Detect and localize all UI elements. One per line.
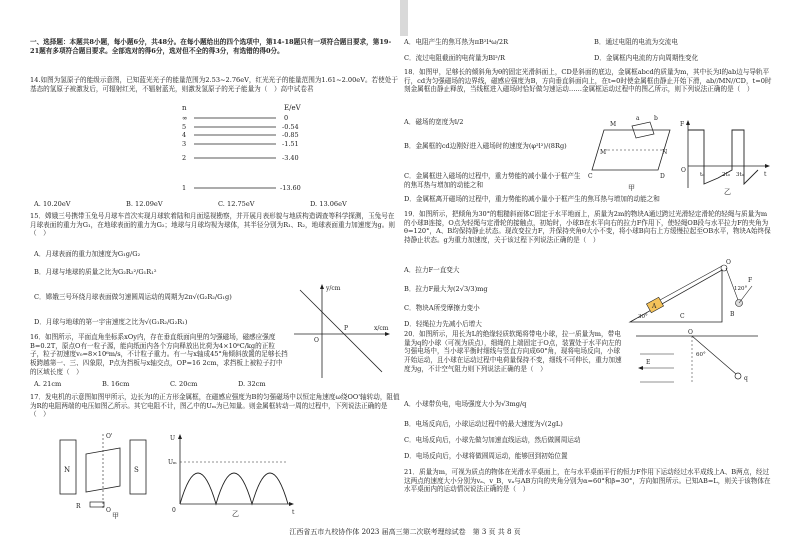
svg-text:乙: 乙 xyxy=(724,188,731,196)
q18-option-c[interactable]: C．金属框进入磁场的过程中，重力势能的减小量小于框产生的焦耳热与增加的动能之和 xyxy=(404,172,581,189)
q20-stem: 20．如图所示，用长为L的绝缘轻质软绳将带电小球，拉一质量为m，带电量为q的小球（可视为质点），细绳的上端固定于O点，装置处于水平向左的匀强电场中，当小球平衡时细线与竖直方向成60°角，现将电场反向，小球开始运动，且小球在运动过程中电荷量保持不变，细线不可伸长，重力加速度为g，不计空气阻力则下列说法正确的是（ ） xyxy=(404,330,622,373)
q20-option-b[interactable]: B．电场反向后，小球运动过程中的最大速度为√(2gL) xyxy=(404,420,563,428)
q17-option-a[interactable]: A．电阻产生的焦耳热为πB²l⁴ω/2R xyxy=(404,38,509,46)
q16-figure xyxy=(292,282,392,382)
svg-text:y/cm: y/cm xyxy=(326,285,341,292)
q20-pendulum-figure xyxy=(632,330,762,398)
q18-option-d[interactable]: D．金属框离开磁场的过程中，重力势能的减小量小于框产生的焦耳热与增加的动能之和 xyxy=(404,195,660,203)
svg-text:2: 2 xyxy=(182,154,187,162)
level-4 xyxy=(182,131,299,139)
svg-text:C: C xyxy=(588,173,593,180)
svg-text:U: U xyxy=(170,435,176,442)
svg-text:q: q xyxy=(744,375,748,382)
svg-text:O: O xyxy=(726,259,731,266)
q18-option-a[interactable]: A．磁场的宽度为l/2 xyxy=(404,118,464,126)
voltage-curve xyxy=(180,473,288,504)
svg-text:N: N xyxy=(662,149,668,156)
svg-text:-0.54: -0.54 xyxy=(282,123,299,131)
q20-option-d[interactable]: D．电场反向后，小球将做圆周运动，能够回到初始位置 xyxy=(404,452,568,460)
svg-text:D: D xyxy=(660,173,665,180)
q15-option-b[interactable]: B．月球与地球的质量之比为G₂R₂²/G₁R₁² xyxy=(34,268,157,276)
svg-text:甲: 甲 xyxy=(628,184,635,192)
svg-text:M': M' xyxy=(600,149,608,156)
q17-voltage-graph xyxy=(168,432,298,518)
svg-text:M: M xyxy=(610,121,617,128)
q21-stem: 21．质量为m，可视为质点的物体在光滑水平桌面上，在与水平桌面平行的恒力F作用下运动经过水平成线上A、B两点，经过这两点的速度大小分别为vₐ、v_B，vₐ与AB方向的夹角分别为α=60°和β=30°，方向如图所示。已知AB=L，则关于该物体在水平桌面内的运动情况说法正确的是（ ） xyxy=(404,468,771,494)
svg-text:F: F xyxy=(748,277,753,284)
svg-text:-1.51: -1.51 xyxy=(282,140,299,148)
svg-text:b: b xyxy=(654,115,658,122)
q18-force-graph xyxy=(678,118,772,196)
level-1 xyxy=(182,184,301,192)
svg-text:O: O xyxy=(688,329,693,336)
q17-stem: 17．发电机的示意图如图甲所示，边长为l的正方形金属框，在磁感应强度为B的匀强磁场中以恒定角速度ω绕OO'轴转动，阻值为R的电阻两端的电压如图乙所示。其它电阻不计，图乙中的Uₘ为已知量。则金属框转动一周的过程中，下列说法正确的是（ ） xyxy=(30,393,400,419)
svg-text:E: E xyxy=(646,359,651,366)
svg-text:3t₀: 3t₀ xyxy=(736,172,744,178)
svg-text:N: N xyxy=(64,466,71,474)
svg-text:30°: 30° xyxy=(638,314,648,320)
q16-option-b[interactable]: B. 16cm xyxy=(102,380,130,388)
q19-option-c[interactable]: C．物块A所受摩擦力变小 xyxy=(404,304,480,312)
svg-text:-3.40: -3.40 xyxy=(282,154,299,162)
q15-option-c[interactable]: C．嫦娥三号环绕月球表面做匀速圆周运动的周期为2π√(G₂R₂/G₁g) xyxy=(34,293,232,301)
level-2 xyxy=(182,154,299,162)
q14-stem: 14.如图为氢原子的能级示意图，已知蓝光光子的能量范围为2.53~2.76eV，红光光子的能量范围为1.61~2.00eV。若使处于基态的氢原子被激发后，可辐射红光，不辐射蓝光，则激发氢原子的光子能量为（ ）高中试卷君 xyxy=(30,76,398,93)
q16-option-a[interactable]: A. 21cm xyxy=(34,380,62,388)
q19-slope-figure xyxy=(626,256,756,328)
q18-incline-figure xyxy=(588,110,674,196)
q14-option-d[interactable]: D. 13.06eV xyxy=(310,200,347,208)
q17-option-c[interactable]: C．流过电阻截面的电荷量为Bl²/R xyxy=(404,54,505,62)
svg-text:乙: 乙 xyxy=(232,510,239,518)
energy-level-diagram xyxy=(180,104,330,214)
svg-text:O: O xyxy=(314,337,319,344)
q19-option-d[interactable]: D．轻绳拉力先减小后增大 xyxy=(404,320,482,328)
svg-text:O: O xyxy=(681,167,686,174)
binding-strip xyxy=(400,0,408,36)
svg-text:1: 1 xyxy=(182,184,187,192)
q17-generator-figure xyxy=(50,430,160,520)
q15-stem: 15．嫦娥三号携带玉兔号月球车首次实现月球软着陆和月面巡视勘察，并开展月表形貌与地质构造调查等科学探测，玉兔号在月球表面的重力为G₁，在地球表面的重力为G₂；地球与月球均视为球体，其半径分别为R₁、R₂，地球表面重力加速度为g。则（ ） xyxy=(30,212,395,238)
n-label: n xyxy=(182,104,187,112)
q17-option-d[interactable]: D．金属框内电流的方向周期性变化 xyxy=(594,54,699,62)
q14-option-c[interactable]: C. 12.75eV xyxy=(218,200,255,208)
q15-option-d[interactable]: D．月球与地球的第一宇宙速度之比为√(G₁R₂/G₂R₁) xyxy=(34,318,188,326)
svg-text:S: S xyxy=(134,466,139,474)
svg-text:R: R xyxy=(76,503,81,510)
q20-option-c[interactable]: C．电场反向后，小球先做匀加速直线运动，然后做圆周运动 xyxy=(404,436,581,444)
q14-option-b[interactable]: B. 12.09eV xyxy=(126,200,163,208)
svg-text:t: t xyxy=(764,171,767,178)
q17-option-b[interactable]: B．通过电阻的电流为交流电 xyxy=(594,38,678,46)
svg-text:t: t xyxy=(292,509,295,516)
q16-option-d[interactable]: D. 32cm xyxy=(238,380,266,388)
q19-stem: 19．如图所示，把倾角为30°的粗糙斜面体C固定于水平地面上，质量为2m的物块A通过跨过光滑轻定滑轮的轻绳与质量为m的小球B连接，O点为轻绳与定滑轮的接触点，初始时，小球B在水平向右的拉力F作用下，使轻绳OB段与水平拉力F的夹角为θ=120°，A、B均保持静止状态。现改变拉力F，并保持夹角θ大小不变，将小球B向右上方缓慢拉起至OB水平，物块A始终保持静止状态。g为重力加速度，关于该过程下列说法正确的是（ ） xyxy=(404,210,771,245)
svg-text:0: 0 xyxy=(172,507,176,514)
page-footer: 江西省五市九校协作体 2023 届高三第二次联考理综试卷 第 3 页 共 8 页 xyxy=(289,528,521,536)
svg-text:0: 0 xyxy=(284,114,289,122)
q15-option-a[interactable]: A．月球表面的重力加速度为G₁g/G₂ xyxy=(34,250,141,258)
svg-text:O: O xyxy=(106,507,111,514)
svg-text:3: 3 xyxy=(182,140,187,148)
svg-text:-13.60: -13.60 xyxy=(280,184,301,192)
svg-text:-0.85: -0.85 xyxy=(282,131,299,139)
q16-option-c[interactable]: C. 20cm xyxy=(170,380,198,388)
level-3 xyxy=(182,140,299,148)
svg-text:F: F xyxy=(680,121,685,128)
svg-text:C: C xyxy=(680,313,685,320)
svg-text:Uₘ: Uₘ xyxy=(168,459,177,466)
level-5 xyxy=(182,123,299,131)
q19-option-b[interactable]: B．拉力F最大为(2√3/3)mg xyxy=(404,285,488,293)
q14-option-a[interactable]: A. 10.20eV xyxy=(34,200,71,208)
svg-text:A: A xyxy=(652,303,657,310)
svg-text:P: P xyxy=(344,325,349,332)
level-inf xyxy=(182,114,288,122)
svg-text:甲: 甲 xyxy=(112,512,119,520)
svg-text:x/cm: x/cm xyxy=(374,325,389,332)
q20-option-a[interactable]: A．小球带负电，电场强度大小为√3mg/q xyxy=(404,400,527,408)
svg-text:O': O' xyxy=(106,433,113,440)
q19-option-a[interactable]: A．拉力F一直变大 xyxy=(404,266,460,274)
q16-stem: 16．如图所示，平面直角坐标系xOy内，存在垂直纸面向里的匀强磁场，磁感应强度B=0.2T，原点O有一粒子源，能向纸面内各个方向释放出比荷为4×10⁸C/kg的正粒子，粒子初速度v₀=8×10⁶m/s，不计粒子重力。有一与x轴成45°角倾斜放置的足够长挡板跨越第一、三、四象限，P点为挡板与x轴交点，OP=16 2cm，求挡板上被粒子打中的区域长度（ ） xyxy=(30,333,288,376)
svg-text:2t₀: 2t₀ xyxy=(722,172,730,178)
q18-stem: 18．如图甲，足够长的倾斜角为θ的固定光滑斜面上，CD是斜面的底边，金属框abcd的质量为m，其中长为l的ab边与导轨平行，cd为匀强磁场的边界线，磁感应强度为B，方向垂直斜面向上，在t=0时使金属框由静止开始下滑，ab//MN//CD，t=0时刻金属框由静止释放，当线框进入磁场时恰好做匀速运动……金属框运动过程中的图乙所示，则下列说法正确的是（ ） xyxy=(404,68,772,94)
svg-text:120°: 120° xyxy=(734,286,748,292)
svg-text:B: B xyxy=(730,311,735,318)
e-label: E/eV xyxy=(284,104,301,112)
svg-text:t₀: t₀ xyxy=(700,172,705,178)
svg-text:∞: ∞ xyxy=(182,114,188,122)
section-intro: 一、选择题：本题共8小题，每小题6分，共48分。在每小题给出的四个选项中，第14-18题只有一项符合题目要求，第19-21题有多项符合题目要求。全部选对的得6分，选对但不全的得3分，有选错的得0分。 xyxy=(30,38,392,55)
svg-text:60°: 60° xyxy=(696,352,706,358)
svg-text:5: 5 xyxy=(182,123,187,131)
svg-text:a: a xyxy=(636,115,640,122)
q18-option-b[interactable]: B．金属框的cd边刚好进入磁场时的速度为(φ²l²)/(8Rg) xyxy=(404,142,567,150)
svg-text:4: 4 xyxy=(182,131,187,139)
